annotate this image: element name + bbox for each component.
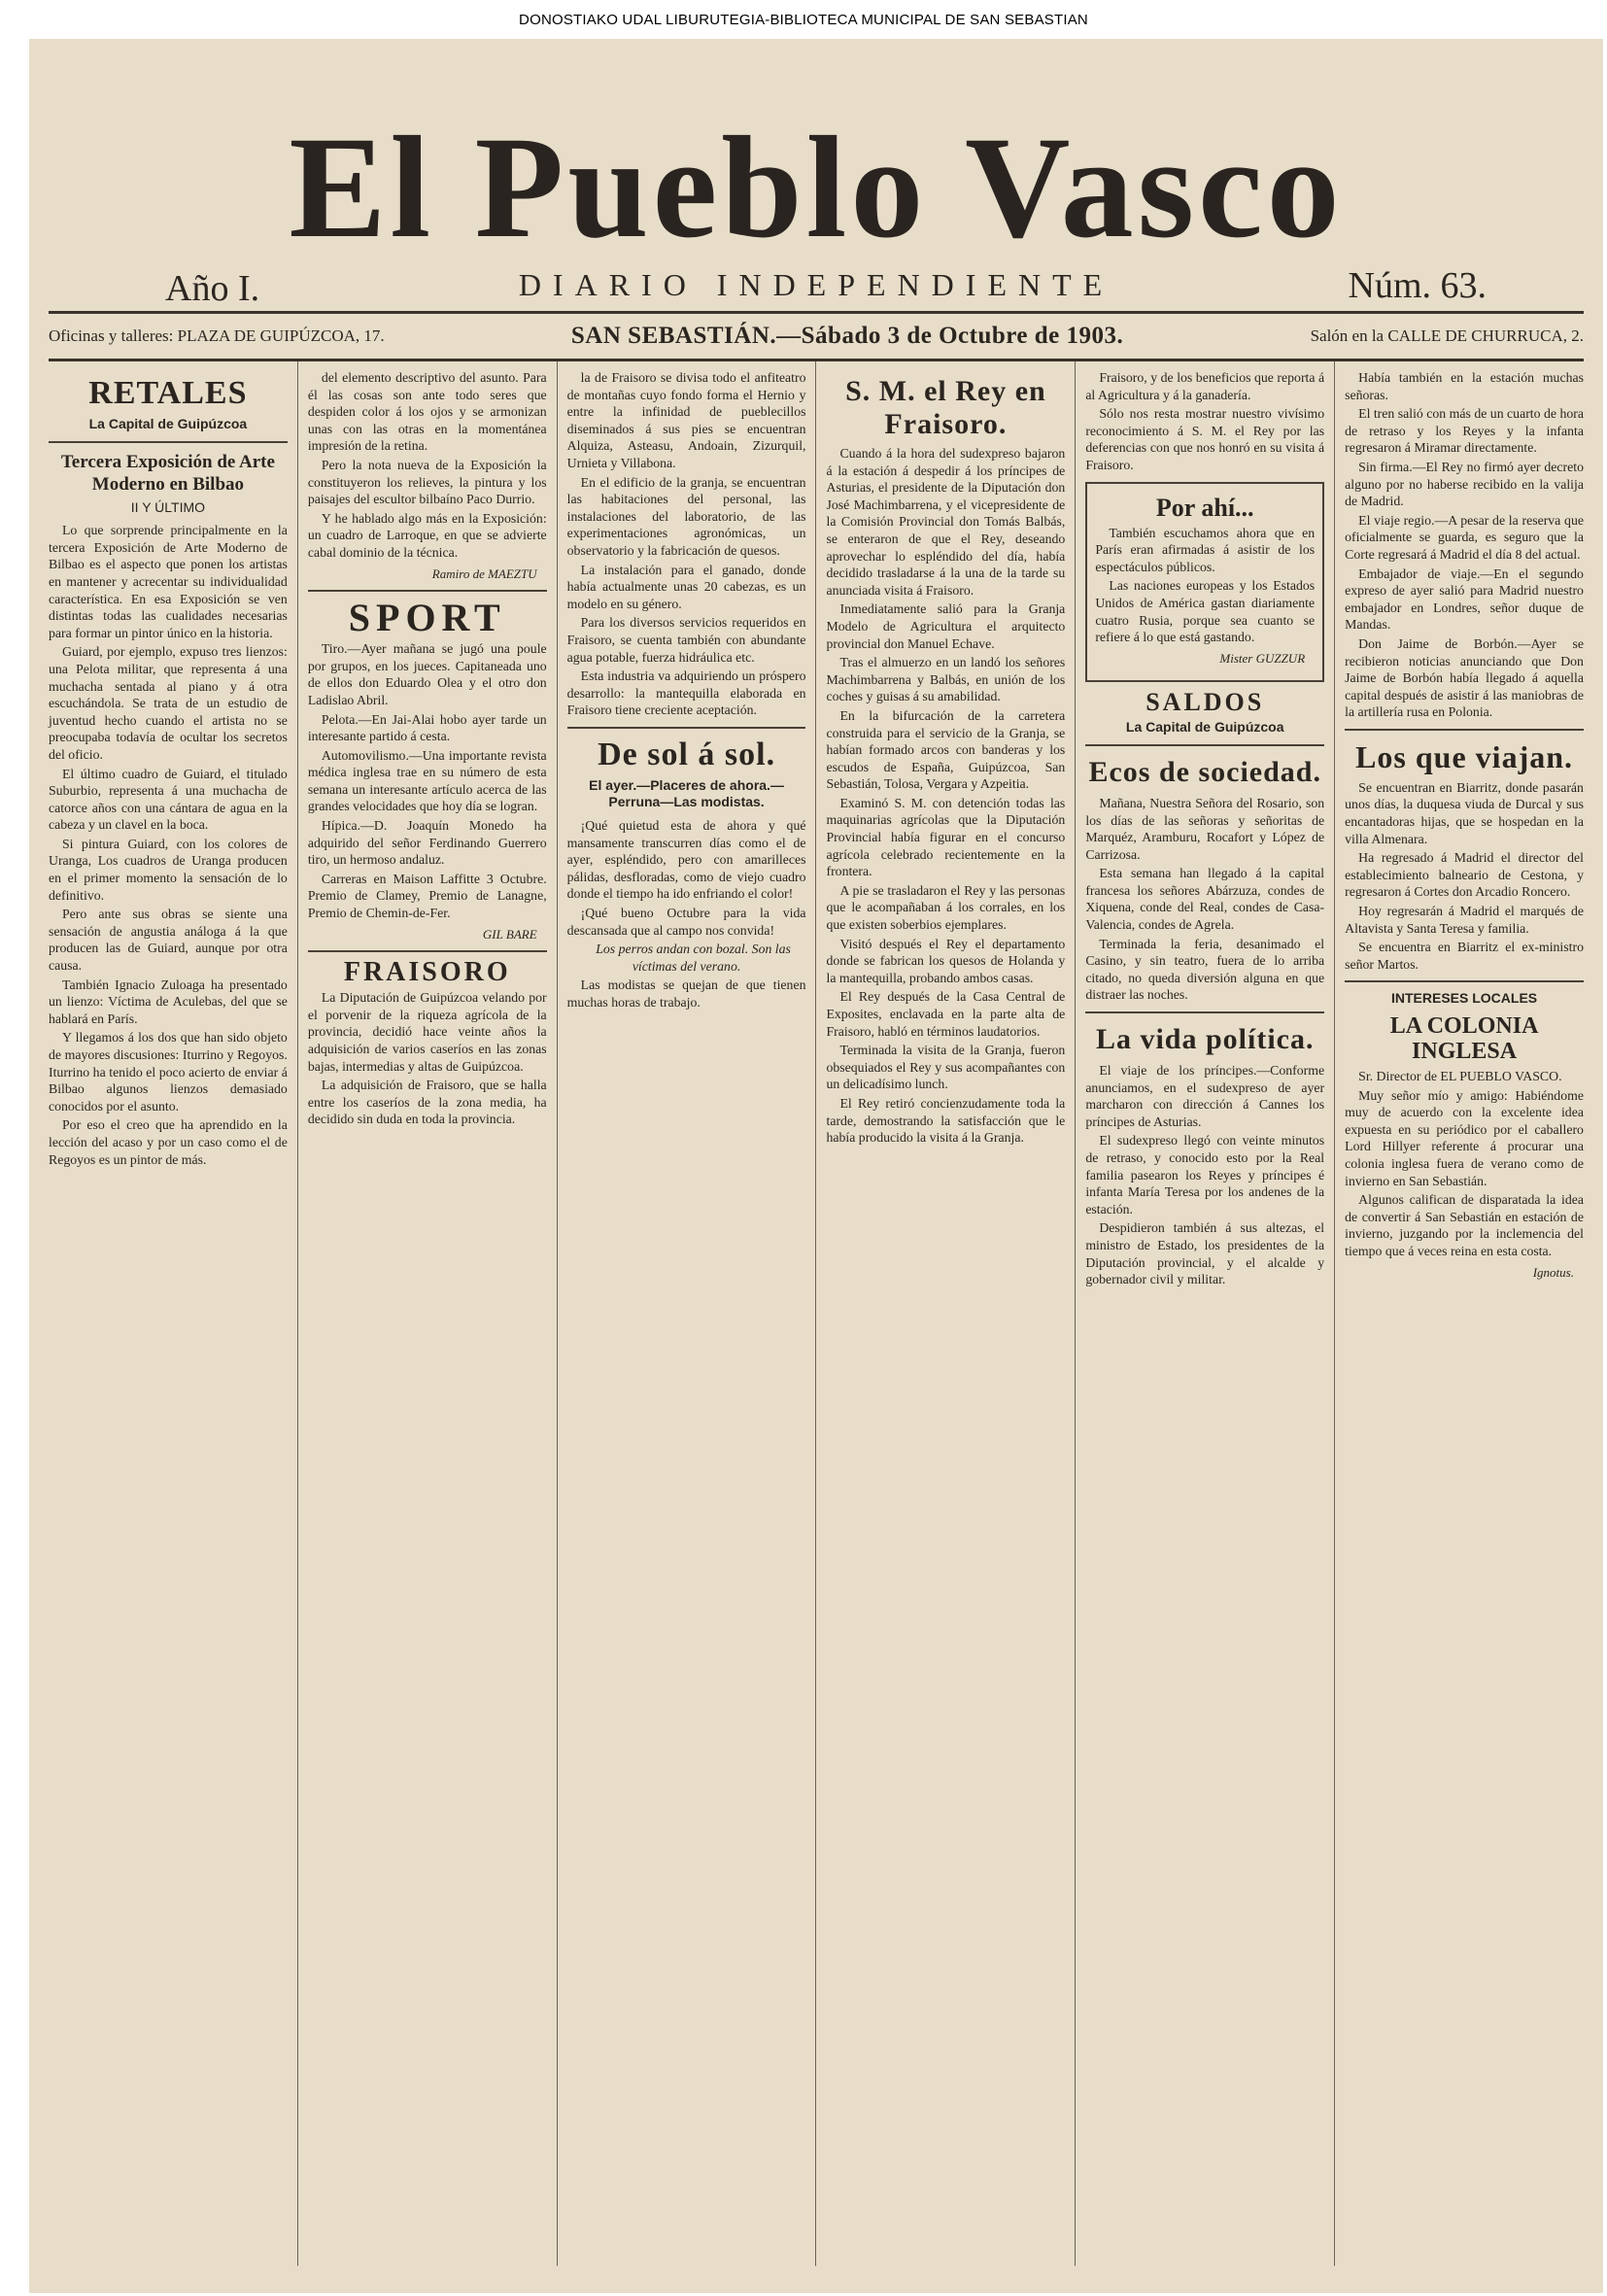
headline-vida-politica: La vida política.: [1095, 1023, 1315, 1056]
paragraph: También escuchamos ahora que en París eran afirmadas á asistir de los espectáculos públicos.: [1095, 525, 1316, 574]
column-1: [39, 361, 298, 2266]
paragraph: Pero ante sus obras se siente una sensación de angustia análoga á la que producen las de Guiard, aunque por otra causa.: [49, 907, 288, 974]
paragraph: Había también en la estación muchas señoras.: [1345, 370, 1584, 402]
paragraph: Lo que sorprende principalmente en la tercera Exposición de Arte Moderno de Bilbao es el aspecto que ponen los artistas en mantener y acrecentar su individualidad característica. En esa Exposición se ven distintas todas las cualidades necesarias para formar un pintor único en la historia.: [49, 523, 288, 640]
headline-ecos-sociedad: Ecos de sociedad.: [1088, 755, 1321, 788]
paragraph: Las modistas se quejan de que tienen muchas horas de trabajo.: [566, 977, 806, 1010]
paragraph: El Rey después de la Casa Central de Exposites, enclavada en la parte alta de Fraisoro, habló en términos laudatorios.: [826, 989, 1066, 1039]
signature: Ramiro de MAEZTU: [431, 565, 537, 581]
paragraph: Tras el almuerzo en un landó los señores Machimbarrena y Balbás, en unión de los coches y guisas á su amabilidad.: [826, 655, 1066, 704]
paragraph: Esta semana han llegado á la capital francesa los señores Abárzuza, condes de Xiquena, conde del Real, condes de Casa-Valencia, condes de Agrela.: [1085, 866, 1325, 933]
paragraph: ¡Qué bueno Octubre para la vida descansada que al campo nos convida!: [566, 906, 806, 938]
divider: [1085, 1011, 1324, 1013]
columns: [39, 361, 1593, 2266]
library-header: DONOSTIAKO UDAL LIBURUTEGIA-BIBLIOTECA MUNICIPAL DE SAN SEBASTIAN: [519, 11, 1088, 28]
column-2: [298, 361, 558, 2266]
headline-exposicion: Tercera Exposición de Arte Moderno en Bilbao: [60, 451, 275, 495]
year-label: Año I.: [165, 268, 260, 309]
paragraph: Sr. Director de EL PUEBLO VASCO.: [1358, 1069, 1562, 1083]
paragraph: Tiro.—Ayer mañana se jugó una poule por grupos, en los jueces. Capitaneada uno de ellos don Eduardo Olea y el otro don Ladislao Abril.: [307, 641, 547, 707]
paragraph: La instalación para el ganado, donde había actualmente unas 20 cabezas, es un modelo en su género.: [566, 562, 806, 611]
paragraph: El Rey retiró concienzudamente toda la tarde, demostrando la satisfacción que le había producido la visita á la Granja.: [826, 1095, 1066, 1146]
headline-de-sol-a-sol: De sol á sol.: [598, 736, 776, 772]
paragraph: El viaje regio.—A pesar de la reserva que oficialmente se guarda, es seguro que la Corte regresará á Madrid el día 8 del actual.: [1345, 512, 1584, 562]
paragraph: Terminada la visita de la Granja, fueron obsequiados el Rey y sus acompañantes con un delicadísimo lunch.: [826, 1043, 1066, 1092]
paragraph: Mañana, Nuestra Señora del Rosario, son los días de las señoras y señoritas de Marquéz, Aramburu, Rocafort y López de Carrizosa.: [1085, 795, 1325, 862]
paragraph: En la bifurcación de la carretera construida para el servicio de la Granja, se habían formado arcos con banderas y los escudos de España, Guipúzcoa, San Sebastián, Tolosa, Vergara y Azpeitia.: [826, 707, 1066, 792]
paragraph: Y llegamos á los dos que han sido objeto de mayores discusiones: Iturrino y Regoyos. Iturrino ha tenido el poco acierto de enviar á Bilbao algunos lienzos demasiado conocidos por el asunto.: [49, 1030, 288, 1114]
dateline-bar: [49, 311, 1584, 361]
paragraph: Hoy regresarán á Madrid el marqués de Altavista y Santa Teresa y familia.: [1345, 904, 1584, 936]
paragraph: Visitó después el Rey el departamento donde se fabrican los quesos de Holanda y la mantequilla, probando ambos casas.: [826, 936, 1066, 985]
paragraph: Examinó S. M. con detención todas las maquinarias agrícolas que la Diputación Provincial había figurar en el concurso agrícola celebrado recientemente en la frontera.: [826, 795, 1066, 879]
paragraph: Muy señor mío y amigo: Habiéndome muy de acuerdo con la excelente idea expuesta en su periódico por el caballero Lord Hillyer referente á procurar una colonia inglesa fuera de verano como de invierno en San Sebastián.: [1345, 1087, 1584, 1188]
offices-address: Oficinas y talleres: PLAZA DE GUIPÚZCOA, 17.: [49, 326, 385, 345]
paragraph: Don Jaime de Borbón.—Ayer se recibieron noticias anunciando que Don Jaime de Borbón había llegado á aquella capital después de asistir á las maniobras de la artillería rusa en Polonia.: [1345, 635, 1584, 720]
paragraph: ¡Qué quietud esta de ahora y qué mansamente transcurren días como el de ayer, espléndido, pero con amarilleces pálidas, desfloradas, como de viejo cuadro donde el tiempo ha ido enfriando el color!: [566, 818, 806, 902]
headline-sport: SPORT: [348, 596, 506, 640]
newspaper-page: [29, 39, 1603, 2293]
section-label: II Y ÚLTIMO: [130, 498, 206, 515]
column-5: [1076, 361, 1335, 2266]
paragraph: Las naciones europeas y los Estados Unidos de América gastan diariamente cuatro Rusia, porque sea cuanto se refiere á lo que está gastando.: [1095, 578, 1316, 645]
paragraph: Esta industria va adquiriendo un próspero desarrollo: la mantequilla elaborada en Fraisoro tiene creciente aceptación.: [566, 668, 806, 718]
paragraph: Pero la nota nueva de la Exposición la constituyeron los relieves, la pintura y los paisajes del escultor bilbaíno Paco Durrio.: [307, 457, 547, 507]
paragraph: Y he hablado algo más en la Exposición: un cuadro de Larroque, en que se advierte cabal dominio de la técnica.: [307, 510, 547, 560]
divider: [1345, 729, 1584, 731]
headline-saldos: SALDOS: [1145, 688, 1265, 717]
paragraph: En el edificio de la granja, se encuentran las habitaciones del personal, las instalaciones del laboratorio, de las experimentaciones agronómicas, un observatorio y la fabricación de quesos.: [566, 474, 806, 558]
headline-por-ahi: Por ahí...: [1155, 493, 1254, 522]
divider: [49, 441, 288, 443]
paragraph: Si pintura Guiard, con los colores de Uranga, Los cuadros de Uranga producen en el primer momento la sensación de lo definitivo.: [49, 836, 288, 903]
column-6: [1335, 361, 1593, 2266]
paragraph: Se encuentran en Biarritz, donde pasarán unos días, la duquesa viuda de Durcal y sus encantadoras hijas, que se hospedan en la villa Almenara.: [1345, 779, 1584, 846]
divider: [1345, 980, 1584, 982]
masthead: [29, 39, 1603, 311]
paragraph: Carreras en Maison Laffitte 3 Octubre. Premio de Clamey, Premio de Lanagne, Premio de Chemin-de-Fer.: [307, 871, 547, 921]
section-label: INTERESES LOCALES: [1390, 990, 1538, 1007]
divider: [308, 950, 547, 952]
subheading: La Capital de Guipúzcoa: [1125, 719, 1284, 736]
divider: [308, 590, 547, 592]
dateline: SAN SEBASTIÁN.—Sábado 3 de Octubre de 1903.: [570, 323, 1124, 349]
paragraph: El último cuadro de Guiard, el titulado Suburbio, representa á una muchacha de catorce años con una cántara de agua en la cabeza y un clavel en la boca.: [49, 766, 288, 833]
paragraph: La Diputación de Guipúzcoa velando por el porvenir de la riqueza agrícola de la provincia, decidió hace veinte años la adquisición de varios caseríos en las zonas bajas, intermedias y altas de Guipúzcoa.: [307, 990, 547, 1074]
headline-rey-fraisoro: S. M. el Rey en Fraisoro.: [845, 375, 1046, 440]
paragraph: Terminada la feria, desanimado el Casino, y sin teatro, fuera de lo arriba citado, no queda diversión alguna en que distraer las noches.: [1085, 936, 1325, 1003]
headline-colonia-inglesa: LA COLONIA INGLESA: [1389, 1013, 1539, 1064]
box-por-ahi: [1085, 482, 1324, 683]
paragraph: Fraisoro, y de los beneficios que reporta á al Agricultura y á la ganadería.: [1085, 370, 1325, 402]
signature: GIL BARE: [482, 926, 537, 942]
paragraph: Sólo nos resta mostrar nuestro vivísimo reconocimiento á S. M. el Rey por las deferencias con que nos honró en su visita á Fraisoro.: [1085, 406, 1325, 472]
paragraph: Embajador de viaje.—En el segundo expreso de ayer salió para Madrid nuestro embajador en Londres, señor duque de Mandas.: [1345, 565, 1584, 633]
paragraph: Sin firma.—El Rey no firmó ayer decreto alguno por no haberse recibido en la valija de Madrid.: [1345, 459, 1584, 509]
newspaper-title: El Pueblo Vasco: [289, 107, 1344, 268]
issue-number: Núm. 63.: [1348, 265, 1487, 306]
paragraph: El tren salió con más de un cuarto de hora de retraso y los Reyes y la infanta regresaron á Miramar directamente.: [1345, 406, 1584, 456]
verse: Los perros andan con bozal. Son las víctimas del verano.: [596, 942, 791, 974]
paragraph: La adquisición de Fraisoro, que se halla entre los caseríos de la zona media, ha decidido sin duda en toda la provincia.: [307, 1078, 547, 1127]
paragraph: Despidieron también á sus altezas, el ministro de Estado, los presidentes de la Diputación provincial, y el alcalde y gobernador civil y militar.: [1085, 1220, 1325, 1287]
paragraph: El sudexpreso llegó con veinte minutos de retraso, y conocido esto por la Real familia pasearon los Reyes y príncipes é infanta María Teresa por los andenes de la estación.: [1085, 1133, 1325, 1217]
paragraph: del elemento descriptivo del asunto. Para él las cosas son ante todo seres que despiden color á los ojos y se armonizan unas con las otras en la momentánea impresión de la retina.: [307, 370, 547, 454]
paragraph: Algunos califican de disparatada la idea de convertir á San Sebastián en estación de invierno, juzgando por la inclemencia del tiempo que á veces reina en esta costa.: [1345, 1192, 1584, 1258]
paragraph: Cuando á la hora del sudexpreso bajaron á la estación á despedir á los príncipes de Asturias, el presidente de la Diputación don José Machimbarrena, y el vicepresidente de la Comisión Provincial don Tomás Balbás, se enteraron de que el Rey, deseando aprovechar lo espléndido del día, había decidido trasladarse á la una de la tarde su anunciada visita á Fraisoro.: [826, 446, 1066, 598]
column-3: [558, 361, 817, 2266]
paragraph: Para los diversos servicios requeridos en Fraisoro, se cuenta también con abundante agua potable, fuerza hidráulica etc.: [566, 615, 806, 665]
subheading: La Capital de Guipúzcoa: [88, 416, 248, 431]
signature: Mister GUZZUR: [1219, 650, 1306, 666]
paragraph: Se encuentra en Biarritz el ex-ministro señor Martos.: [1345, 940, 1584, 972]
paragraph: Por eso el creo que ha aprendido en la lección del acaso y por un caso como el de Regoyos es un pintor de más.: [49, 1117, 288, 1167]
paragraph: A pie se trasladaron el Rey y las personas que le acompañaban á los corrales, en los que existen soberbios ejemplares.: [826, 882, 1066, 933]
divider: [1085, 744, 1324, 746]
divider: [567, 727, 806, 729]
paragraph: También Ignacio Zuloaga ha presentado un lienzo: Víctima de Aculebas, del que se hablará en París.: [49, 977, 288, 1026]
paragraph: Automovilismo.—Una importante revista médica inglesa trae en su número de esta semana un interesante artículo acerca de las grandes velocidades que hoy día se logran.: [307, 747, 547, 814]
paragraph: Ha regresado á Madrid el director del establecimiento balneario de Cestona, y regresaron á Cortes don Arcadio Roncero.: [1345, 850, 1584, 900]
column-4: [816, 361, 1076, 2266]
paragraph: Pelota.—En Jai-Alai hobo ayer tarde un interesante partido á cesta.: [307, 711, 547, 744]
signature: Ignotus.: [1532, 1264, 1574, 1280]
subheading: El ayer.—Placeres de ahora.—Perruna—Las modistas.: [589, 776, 784, 810]
headline-fraisoro: FRAISORO: [343, 957, 511, 988]
subtitle: DIARIO INDEPENDIENTE: [518, 267, 1114, 302]
headline-los-que-viajan: Los que viajan.: [1355, 738, 1574, 774]
paragraph: El viaje de los príncipes.—Conforme anunciamos, en el sudexpreso de ayer marcharon con dirección á Cannes los príncipes de Asturias.: [1085, 1063, 1325, 1129]
paragraph: la de Fraisoro se divisa todo el anfiteatro de montañas cuyo fondo forma el Hernio y entre la infinidad de pueblecillos diseminados á sus pies se encuentran Alquiza, Asteasu, Andoain, Zizurquil, Urnieta y Villabona.: [566, 370, 806, 470]
paragraph: Guiard, por ejemplo, expuso tres lienzos: una Pelota militar, que representa á una muchacha sentada al piano y á otra escuchándola. Se trata de un estudio de juventud hecho cuando el artista no se preocupaba todavía de ocultar los secretos del oficio.: [49, 644, 288, 762]
salon-address: Salón en la CALLE DE CHURRUCA, 2.: [1310, 326, 1584, 345]
paragraph: Inmediatamente salió para la Granja Modelo de Agricultura el arquitecto provincial don Manuel Echave.: [826, 601, 1066, 651]
headline-retales: RETALES: [88, 375, 248, 411]
paragraph: Hípica.—D. Joaquín Monedo ha adquirido del señor Ferdinando Guerrero tiro, un hermoso andaluz.: [307, 818, 547, 868]
